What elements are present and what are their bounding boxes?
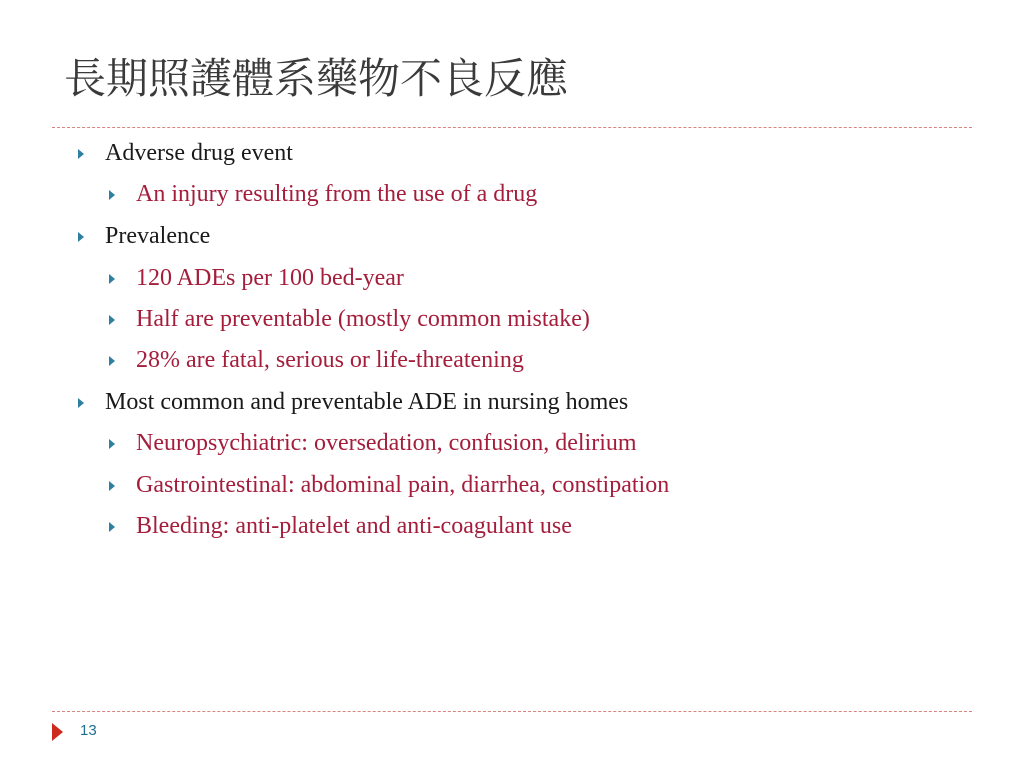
bullet-item-level1 (105, 390, 628, 414)
bullet-arrow-icon (109, 190, 115, 200)
bullet-item-level1 (105, 224, 210, 248)
bullet-arrow-icon (78, 232, 84, 242)
bullet-arrow-icon (78, 149, 84, 159)
bullet-text: Adverse drug event (105, 140, 293, 166)
bullet-text: Prevalence (105, 223, 211, 249)
bullet-arrow-icon (109, 522, 115, 532)
bullet-item-level2 (136, 431, 637, 455)
page-number: 13 (80, 722, 97, 739)
bullet-arrow-icon (109, 356, 115, 366)
bullet-item-level2 (136, 307, 590, 331)
bullet-item-level2 (136, 266, 404, 290)
bullet-item-level2 (136, 473, 669, 497)
bullet-item-level2 (136, 182, 537, 206)
bullet-item-level2 (136, 348, 524, 372)
slide-title: 長期照護體系藥物不良反應 (64, 54, 569, 103)
bullet-arrow-icon (109, 274, 115, 284)
footer-divider (52, 711, 972, 712)
bullet-text: An injury resulting from the use of a drug (136, 181, 538, 207)
bullet-arrow-icon (109, 481, 115, 491)
bullet-text: 120 ADEs per 100 bed-year (136, 265, 404, 291)
bullet-text: 28% are fatal, serious or life-threatening (136, 347, 524, 373)
bullet-text: Gastrointestinal: abdominal pain, diarrhea, constipation (136, 472, 670, 498)
title-divider (52, 127, 972, 128)
bullet-item-level1 (105, 141, 293, 165)
bullet-item-level2 (136, 514, 572, 538)
bullet-text: Bleeding: anti-platelet and anti-coagulant use (136, 513, 572, 539)
bullet-arrow-icon (109, 439, 115, 449)
bullet-arrow-icon (78, 398, 84, 408)
footer-triangle-icon (52, 723, 63, 741)
bullet-text: Half are preventable (mostly common mistake) (136, 306, 590, 332)
bullet-arrow-icon (109, 315, 115, 325)
bullet-text: Neuropsychiatric: oversedation, confusion, delirium (136, 430, 637, 456)
bullet-text: Most common and preventable ADE in nursing homes (105, 389, 629, 415)
